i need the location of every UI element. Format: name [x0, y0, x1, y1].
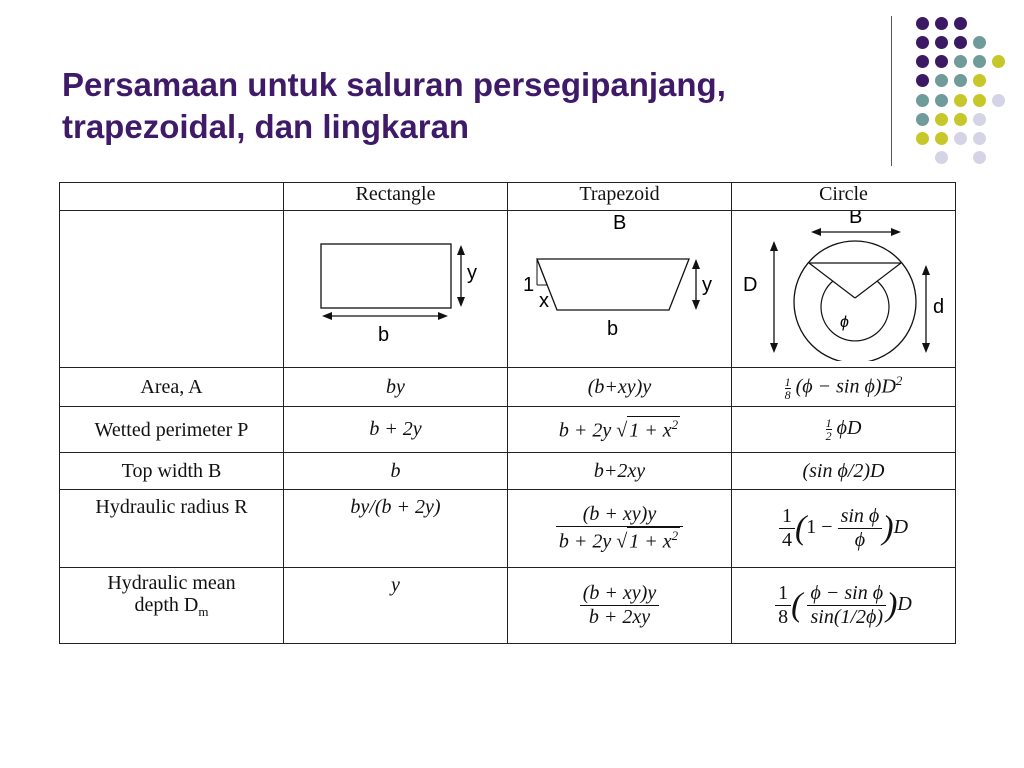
- arrowhead: [457, 245, 465, 255]
- header-circle: Circle: [732, 183, 956, 211]
- dot: [973, 55, 986, 68]
- arrowhead: [811, 228, 821, 236]
- dot: [935, 151, 948, 164]
- dot: [916, 74, 929, 87]
- frac-num: 1: [779, 505, 795, 529]
- dot: [935, 55, 948, 68]
- title-line-2: trapezoidal, dan lingkaran: [62, 108, 470, 145]
- radius-rectangle: by/(b + 2y): [284, 490, 508, 568]
- arrowhead: [438, 312, 448, 320]
- open-paren: (: [791, 586, 803, 624]
- circ-d-label: d: [932, 296, 944, 318]
- frac-num: ϕ − sin ϕ: [807, 582, 886, 606]
- radicand: [627, 416, 680, 443]
- dot: [954, 74, 967, 87]
- header-rectangle: Rectangle: [284, 183, 508, 211]
- mean-depth-line2: [60, 594, 283, 623]
- frac-den: 8: [778, 606, 789, 628]
- subscript: m: [198, 604, 209, 619]
- frac-den: 4: [781, 529, 792, 551]
- dot: [954, 36, 967, 49]
- fraction: [775, 582, 791, 629]
- frac-den: 8: [784, 387, 791, 402]
- topwidth-circle: (sin ϕ/2)D: [732, 453, 956, 490]
- header-trapezoid: Trapezoid: [508, 183, 732, 211]
- slide-title: [62, 64, 862, 148]
- frac-num: 1: [775, 582, 791, 606]
- radicand-text: 1 + x: [629, 419, 672, 442]
- trap-b-label: b: [606, 318, 618, 340]
- frac-den: ϕ: [854, 529, 866, 551]
- wetted-rectangle: b + 2y: [284, 407, 508, 453]
- table-row: [60, 568, 956, 644]
- exponent: 2: [895, 373, 903, 389]
- dot: [973, 94, 986, 107]
- table-row: [60, 407, 956, 453]
- dot: [954, 132, 967, 145]
- radius-line: [809, 263, 855, 298]
- arrowhead: [692, 259, 700, 269]
- arrowhead: [770, 343, 778, 353]
- wetted-circle: [732, 407, 956, 453]
- arrowhead: [322, 312, 332, 320]
- area-circle: [732, 368, 956, 407]
- trap-y-label: y: [701, 274, 712, 296]
- rectangle-shape: [321, 244, 451, 308]
- close-paren: ): [882, 509, 894, 547]
- area-circle-expr: (ϕ − sin ϕ)D: [795, 375, 896, 398]
- exponent: 2: [671, 528, 679, 544]
- dot: [935, 113, 948, 126]
- header-empty: [60, 183, 284, 211]
- dot: [954, 113, 967, 126]
- dot: [973, 113, 986, 126]
- dot: [973, 151, 986, 164]
- fraction: [779, 505, 795, 552]
- sqrt-icon: √: [616, 419, 628, 442]
- topwidth-trapezoid: b+2xy: [508, 453, 732, 490]
- fraction: [807, 582, 886, 629]
- rect-y-label: y: [466, 262, 477, 284]
- arrowhead: [692, 300, 700, 310]
- table-row: [60, 453, 956, 490]
- frac-den: sin(1/2ϕ): [810, 606, 884, 628]
- wetted-circle-expr: ϕD: [836, 417, 862, 440]
- dot: [916, 17, 929, 30]
- den-pre: b + 2y: [558, 530, 612, 553]
- dot: [954, 17, 967, 30]
- arrowhead: [922, 265, 930, 275]
- dot: [916, 94, 929, 107]
- topwidth-rectangle: b: [284, 453, 508, 490]
- dot: [916, 132, 929, 145]
- tail-D: D: [893, 516, 909, 539]
- frac-den: b + 2xy: [588, 606, 651, 628]
- fraction: [785, 376, 791, 401]
- trapezoid-shape: [537, 259, 689, 310]
- dot: [973, 36, 986, 49]
- table-row: [60, 368, 956, 407]
- fraction: [556, 503, 683, 554]
- dot: [916, 55, 929, 68]
- radius-circle: [732, 490, 956, 568]
- arrowhead: [457, 297, 465, 307]
- pipe-outline: [794, 241, 916, 361]
- fraction: [826, 417, 832, 442]
- dot: [973, 132, 986, 145]
- radicand: [627, 527, 680, 554]
- dot: [992, 94, 1005, 107]
- rect-b-label: b: [377, 324, 389, 346]
- table-row: [60, 490, 956, 568]
- frac-num: 1: [784, 374, 791, 389]
- exponent: 2: [671, 417, 679, 433]
- row-label-wetted-perimeter: Wetted perimeter P: [60, 407, 284, 453]
- meandepth-trapezoid: [508, 568, 732, 644]
- frac-num: (b + xy)y: [556, 503, 683, 527]
- arrowhead: [922, 343, 930, 353]
- title-line-1: Persamaan untuk saluran persegipanjang,: [62, 66, 726, 103]
- fraction: [580, 582, 659, 629]
- decorative-dot-grid: [902, 10, 1022, 170]
- radicand-text: 1 + x: [629, 530, 672, 553]
- rectangle-diagram: [285, 211, 507, 361]
- trap-B-label: B: [612, 212, 626, 234]
- circ-phi-label: ϕ: [839, 314, 849, 331]
- trapezoid-figure-cell: [508, 211, 732, 368]
- fraction: [838, 505, 883, 552]
- slope-guide: [537, 259, 547, 285]
- dot: [935, 36, 948, 49]
- rectangle-figure-cell: [284, 211, 508, 368]
- frac-num: 1: [825, 416, 832, 430]
- dot: [992, 55, 1005, 68]
- one-minus: 1 −: [806, 516, 833, 539]
- dot: [954, 55, 967, 68]
- row-label-top-width: Top width B: [60, 453, 284, 490]
- mean-depth-text: depth D: [134, 594, 199, 616]
- frac-den: 2: [825, 429, 832, 443]
- trap-x-label: x: [538, 290, 549, 312]
- sqrt-icon: √: [616, 530, 628, 553]
- meandepth-circle: [732, 568, 956, 644]
- circle-figure-cell: [732, 211, 956, 368]
- dot: [935, 94, 948, 107]
- arrowhead: [891, 228, 901, 236]
- dot: [916, 36, 929, 49]
- meandepth-rectangle: y: [284, 568, 508, 644]
- arrowhead: [770, 241, 778, 251]
- dot: [935, 74, 948, 87]
- dot: [935, 132, 948, 145]
- frac-num: sin ϕ: [838, 505, 883, 529]
- row-label-area: Area, A: [60, 368, 284, 407]
- radius-trapezoid: [508, 490, 732, 568]
- row-label-mean-depth: [60, 568, 284, 644]
- circ-D-label: D: [742, 274, 757, 296]
- wetted-trap-pre: b + 2y: [558, 419, 612, 442]
- trapezoid-diagram: [509, 211, 731, 361]
- trap-one-label: 1: [522, 274, 534, 296]
- area-trapezoid: (b+xy)y: [508, 368, 732, 407]
- circle-diagram: [733, 211, 955, 361]
- hydraulic-table: [59, 182, 956, 644]
- decorative-divider: [891, 16, 892, 166]
- dot: [916, 113, 929, 126]
- radius-line: [855, 263, 901, 298]
- row-label-hydraulic-radius: Hydraulic radius R: [60, 490, 284, 568]
- frac-num: (b + xy)y: [580, 582, 659, 606]
- area-rectangle: by: [284, 368, 508, 407]
- open-paren: (: [794, 509, 807, 547]
- circ-B-label: B: [848, 211, 862, 228]
- dot: [935, 17, 948, 30]
- tail-D: D: [897, 593, 912, 616]
- mean-depth-line1: Hydraulic mean: [107, 572, 236, 594]
- frac-den: [556, 527, 683, 554]
- dot: [973, 74, 986, 87]
- dot: [954, 94, 967, 107]
- wetted-trapezoid: [508, 407, 732, 453]
- table-header-row: [60, 183, 956, 211]
- figures-empty: [60, 211, 284, 368]
- figures-row: [60, 211, 956, 368]
- close-paren: ): [886, 586, 898, 624]
- angle-arc: [821, 281, 889, 341]
